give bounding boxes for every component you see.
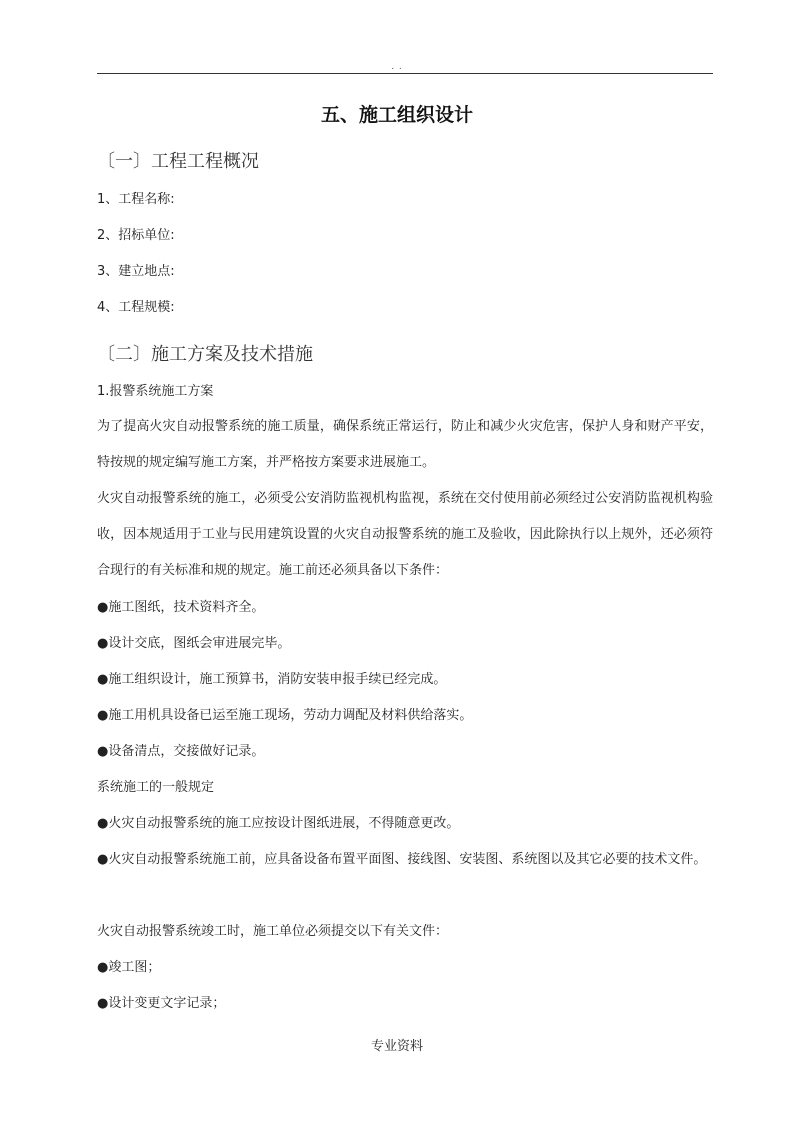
paragraph-supervision: 火灾自动报警系统的施工，必须受公安消防监视机构监视，系统在交付使用前必须经过公安消防监视机构验收，因本规适用于工业与民用建筑设置的火灾自动报警系统的施工及验收，因此除执行以上规外，还必须符合现行的有关标准和规的规定。施工前还必须具备以下条件：	[97, 491, 713, 578]
page-title: 五、施工组织设计	[320, 104, 473, 126]
document-item: ●设计变更文字记录；	[97, 996, 226, 1011]
page-footer: 专业资料	[370, 1039, 423, 1054]
condition-item: ●施工组织设计，施工预算书，消防安装申报手续已经完成。	[97, 672, 447, 687]
rule-item: ●火灾自动报警系统的施工应按设计图纸进展，不得随意更改。	[97, 816, 460, 831]
project-name-item: 1、工程名称:	[97, 192, 175, 207]
rule-item-documents: ●火灾自动报警系统施工前，应具备设备布置平面图、接线图、安装图、系统图以及其它必要的技术文件。	[97, 852, 707, 867]
paragraph-purpose: 为了提高火灾自动报警系统的施工质量，确保系统正常运行，防止和减少火灾危害，保护人身和财产平安，特按规的规定编写施工方案，并严格按方案要求进展施工。	[97, 419, 713, 470]
condition-item: ●设计交底，图纸会审进展完毕。	[97, 636, 291, 651]
handover-statement: 火灾自动报警系统竣工时，施工单位必须提交以下有关文件：	[97, 924, 449, 939]
section-1-heading: 〔一〕工程工程概况	[97, 151, 259, 172]
header-rule	[97, 73, 713, 74]
condition-item: ●施工用机具设备已运至施工现场，劳动力调配及材料供给落实。	[97, 708, 473, 723]
header-mark: . .	[391, 62, 403, 72]
bidding-unit-item: 2、招标单位:	[97, 228, 175, 243]
subsection-alarm-plan: 1.报警系统施工方案	[97, 384, 214, 399]
condition-item: ●设备清点，交接做好记录。	[97, 744, 265, 759]
section-2-heading: 〔二〕施工方案及技术措施	[97, 344, 313, 365]
subsection-general-rules: 系统施工的一般规定	[97, 780, 215, 795]
condition-item: ●施工图纸，技术资料齐全。	[97, 600, 265, 615]
project-scale-item: 4、工程规模:	[97, 300, 175, 315]
site-location-item: 3、建立地点:	[97, 264, 175, 279]
document-item: ●竣工图；	[97, 960, 161, 975]
